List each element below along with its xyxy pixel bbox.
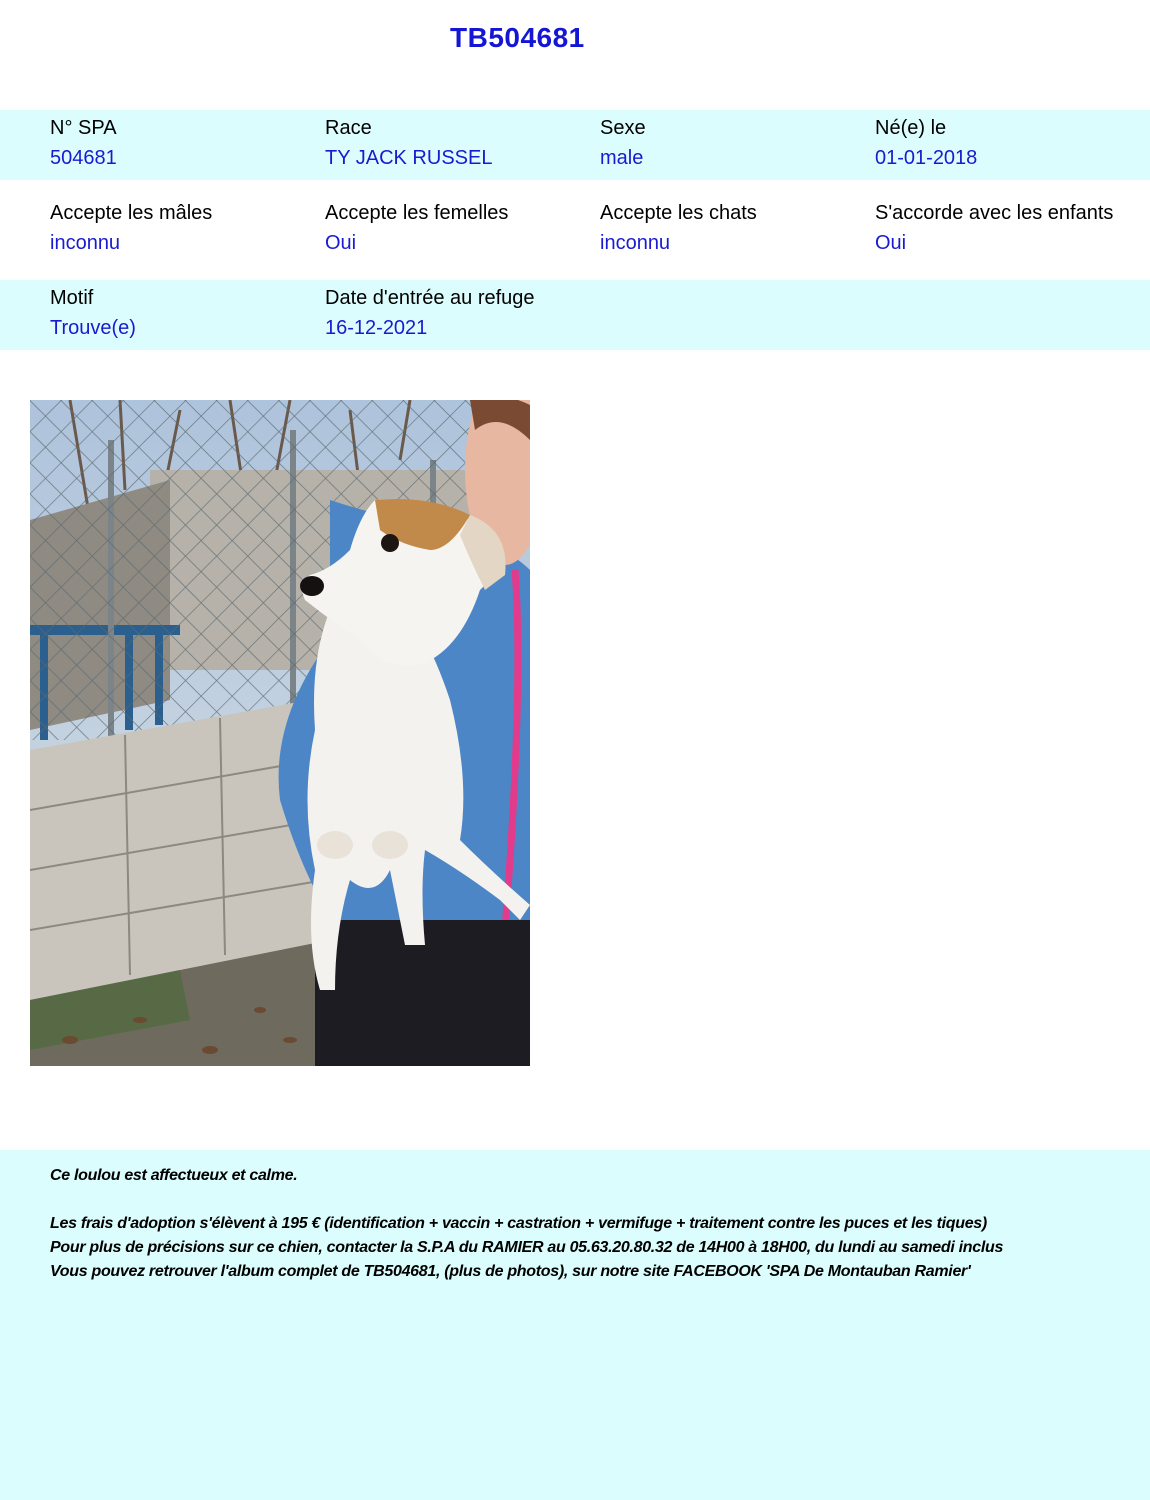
accepts-cats-field	[600, 201, 757, 255]
description-panel	[0, 1150, 1150, 1500]
facebook-album-info: Vous pouvez retrouver l'album complet de TB504681, (plus de photos), sur notre site FACEBOOK 'SPA De Montauban Ramier'	[50, 1263, 971, 1280]
motif-value: Trouve(e)	[50, 317, 136, 339]
sexe-label: Sexe	[600, 117, 646, 139]
accepts-cats-label: Accepte les chats	[600, 202, 757, 224]
birth-date-label: Né(e) le	[875, 117, 947, 139]
birth-date-field	[875, 116, 977, 170]
motif-label: Motif	[50, 287, 94, 309]
spa-number-value: 504681	[50, 147, 117, 169]
good-with-children-label: S'accorde avec les enfants	[875, 202, 1114, 224]
good-with-children-field	[875, 201, 1113, 255]
info-row-intake	[0, 280, 1150, 350]
accepts-cats-value: inconnu	[600, 232, 671, 254]
sexe-field	[600, 116, 646, 170]
description-text	[50, 1164, 1130, 1284]
spa-number-field	[50, 116, 117, 170]
info-row-identity	[0, 110, 1150, 180]
entry-date-value: 16-12-2021	[325, 317, 428, 339]
page-title: TB504681	[450, 22, 585, 53]
motif-field	[50, 286, 136, 340]
description-intro: Ce loulou est affectueux et calme.	[50, 1167, 298, 1184]
race-field	[325, 116, 492, 170]
accepts-males-value: inconnu	[50, 232, 121, 254]
spa-number-label: N° SPA	[50, 117, 117, 139]
accepts-males-label: Accepte les mâles	[50, 202, 213, 224]
accepts-females-field	[325, 201, 508, 255]
info-row-compatibility	[0, 180, 1150, 280]
birth-date-value: 01-01-2018	[875, 147, 978, 169]
adoption-fees: Les frais d'adoption s'élèvent à 195 € (identification + vaccin + castration + vermifuge + traitement contre les puces et les tiques)	[50, 1215, 987, 1232]
dog-photo	[30, 400, 530, 1066]
race-label: Race	[325, 117, 372, 139]
sexe-value: male	[600, 147, 644, 169]
entry-date-label: Date d'entrée au refuge	[325, 287, 535, 309]
accepts-females-value: Oui	[325, 232, 357, 254]
race-value: TY JACK RUSSEL	[325, 147, 493, 169]
accepts-females-label: Accepte les femelles	[325, 202, 509, 224]
entry-date-field	[325, 286, 535, 340]
contact-info: Pour plus de précisions sur ce chien, contacter la S.P.A du RAMIER au 05.63.20.80.32 de 14H00 à 18H00, du lundi au samedi inclus	[50, 1239, 1004, 1256]
accepts-males-field	[50, 201, 212, 255]
good-with-children-value: Oui	[875, 232, 907, 254]
